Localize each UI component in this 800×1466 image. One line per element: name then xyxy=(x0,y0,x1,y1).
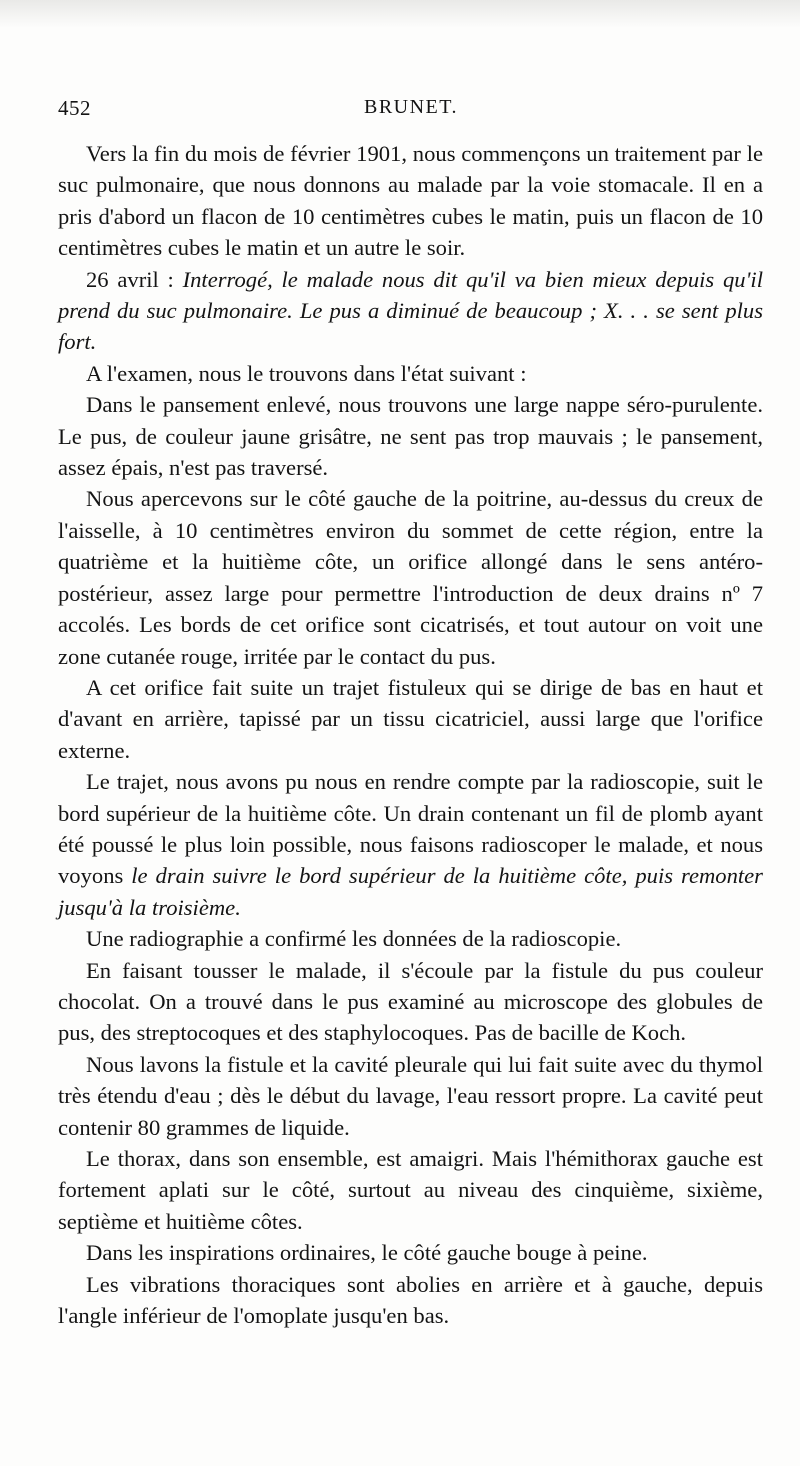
running-head: BRUNET. xyxy=(363,96,458,118)
paragraph: Les vibrations thoraciques sont abolies en arrière et à gauche, depuis l'angle inférieur de l'omoplate jusqu'en bas. xyxy=(58,1271,763,1329)
paragraph: Dans le pansement enlevé, nous trouvons une large nappe séro-purulente. Le pus, de couleur jaune grisâtre, ne sent pas trop mauvais ; le pansement, assez épais, n'est pas traversé. xyxy=(58,392,763,481)
page-number: 452 xyxy=(58,96,91,120)
paragraph: Vers la fin du mois de février 1901, nous commençons un traitement par le suc pulmonaire, que nous donnons au malade par la voie stomacale. Il en a pris d'abord un flacon de 10 centimètres cubes le matin, puis un flacon de 10 centimètres cubes le matin et un autre le soir. xyxy=(58,141,763,261)
page-top-edge xyxy=(0,0,800,28)
paragraph-lead: Le trajet, nous avons pu nous en rendre compte par la radioscopie, suit le bord supérieur de la huitième côte. Un drain contenant un fil de plomb ayant été poussé le plus loin possible, nous faisons radioscoper le malade, et nous voyons xyxy=(58,769,763,889)
italic-quote: Interrogé, le malade nous dit qu'il va bien mieux depuis qu'il prend du suc pulmonaire. Le pus a diminué de beaucoup ; X. . . se sent plus fort. xyxy=(58,266,763,355)
italic-observation: le drain suivre le bord supérieur de la huitième côte, puis remonter jusqu'à la troisième. xyxy=(58,863,763,920)
paragraph xyxy=(58,264,763,358)
page-header xyxy=(58,96,764,126)
paragraph xyxy=(58,766,763,923)
paragraph: Une radiographie a confirmé les données de la radioscopie. xyxy=(86,926,622,952)
paragraph: Le thorax, dans son ensemble, est amaigri. Mais l'hémithorax gauche est fortement aplati sur le côté, surtout au niveau des cinquième, sixième, septième et huitième côtes. xyxy=(58,1146,763,1234)
body-text xyxy=(58,138,763,1331)
paragraph: Dans les inspirations ordinaires, le côté gauche bouge à peine. xyxy=(86,1240,648,1266)
paragraph: Nous apercevons sur le côté gauche de la poitrine, au-dessus du creux de l'aisselle, à 10 centimètres environ du sommet de cette région, entre la quatrième et la huitième côte, un orifice allongé dans le sens antéro-postérieur, assez large pour permettre l'introduction de deux drains nº 7 accolés. Les bords de cet orifice sont cicatrisés, et tout autour on voit une zone cutanée rouge, irritée par le contact du pus. xyxy=(58,486,763,669)
paragraph: En faisant tousser le malade, il s'écoule par la fistule du pus couleur chocolat. On a trouvé dans le pus examiné au microscope des globules de pus, des streptocoques et des staphylocoques. Pas de bacille de Koch. xyxy=(58,957,763,1046)
paragraph-lead: 26 avril : xyxy=(86,266,183,292)
paragraph: A cet orifice fait suite un trajet fistuleux qui se dirige de bas en haut et d'avant en arrière, tapissé par un tissu cicatriciel, aussi large que l'orifice externe. xyxy=(58,674,763,763)
paragraph: Nous lavons la fistule et la cavité pleurale qui lui fait suite avec du thymol très étendu d'eau ; dès le début du lavage, l'eau ressort propre. La cavité peut contenir 80 grammes de liquide. xyxy=(58,1051,763,1140)
paragraph: A l'examen, nous le trouvons dans l'état suivant : xyxy=(86,360,527,386)
